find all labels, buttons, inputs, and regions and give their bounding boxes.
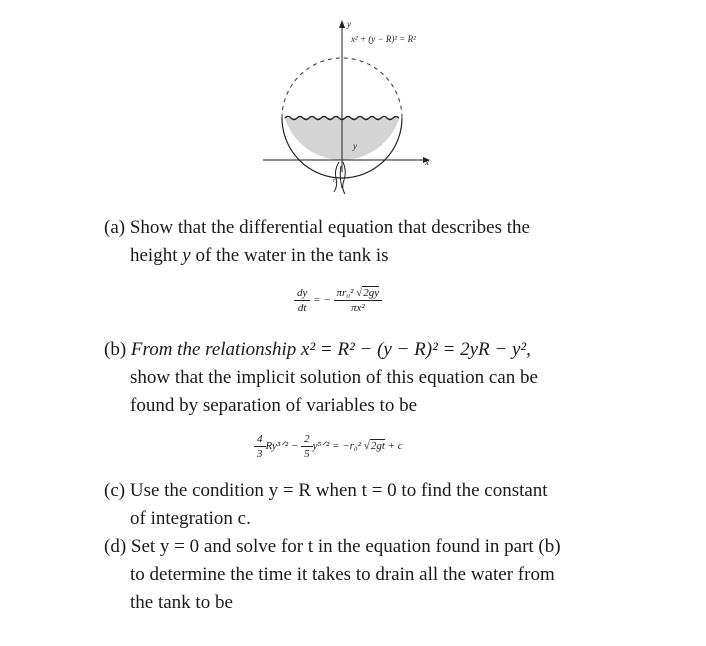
part-c-line1: Use the condition y = R when t = 0 to find the constant	[129, 480, 548, 501]
eq-b-term1: Ry³ᐟ²	[265, 440, 289, 453]
eq-b-rhs-sqrt: 2gt	[370, 440, 385, 453]
hole-label: r₀	[333, 178, 338, 184]
equation-a	[294, 286, 382, 315]
part-b-line3: found by separation of variables to be	[130, 395, 418, 416]
eq-b-frac1: $\frac{4}{3}$	[254, 432, 266, 461]
part-a-line1: Show that the differential equation that describes the	[129, 217, 530, 238]
eq-b-frac2: $\frac{2}{5}$	[301, 432, 313, 461]
part-b-line2: show that the implicit solution of this equation can be	[130, 367, 538, 388]
tank-diagram	[255, 10, 445, 200]
axis-y-label: y	[347, 19, 351, 29]
part-d-label: (d)	[104, 536, 127, 557]
part-a-line2: height y of the water in the tank is	[130, 245, 389, 266]
depth-label: y	[353, 141, 357, 151]
axis-x-label: x	[425, 157, 429, 167]
part-d	[104, 533, 624, 617]
eq-a-lhs: $\frac{dy}{dt}$	[294, 286, 310, 315]
part-a	[104, 214, 624, 270]
eq-b-minus: −	[288, 440, 302, 453]
circle-equation: x² + (y − R)² = R²	[351, 34, 416, 44]
eq-b-rhs-suffix: + c	[384, 440, 403, 453]
eq-a-rhs: $\frac{\text{πr₀² √2gy}}{\text{πx²}}$	[334, 286, 383, 315]
part-d-line1: Set y = 0 and solve for t in the equation found in part (b)	[130, 536, 561, 557]
part-c-label: (c)	[104, 480, 126, 501]
equation-b: $\frac{4}{3}$ Ry³ᐟ² − $\frac{2}{5}$ y⁵ᐟ² = −r₀² √2gt + c	[254, 432, 403, 461]
eq-b-term2: y⁵ᐟ²	[312, 440, 330, 453]
part-c-line2: of integration c.	[130, 508, 251, 529]
y-axis-arrow	[339, 20, 345, 28]
part-d-line2: to determine the time it takes to drain all the water from	[130, 564, 555, 585]
eq-a-equals: = −	[313, 294, 331, 307]
part-b-label: (b)	[104, 339, 127, 360]
part-a-label: (a)	[104, 217, 126, 238]
part-d-line3: the tank to be	[130, 592, 233, 613]
part-b-line1: From the relationship x² = R² − (y − R)² = 2yR − y²,	[130, 339, 531, 360]
part-b	[104, 336, 624, 420]
part-c	[104, 477, 624, 533]
eq-b-rhs-prefix: = −r₀²	[329, 440, 364, 453]
